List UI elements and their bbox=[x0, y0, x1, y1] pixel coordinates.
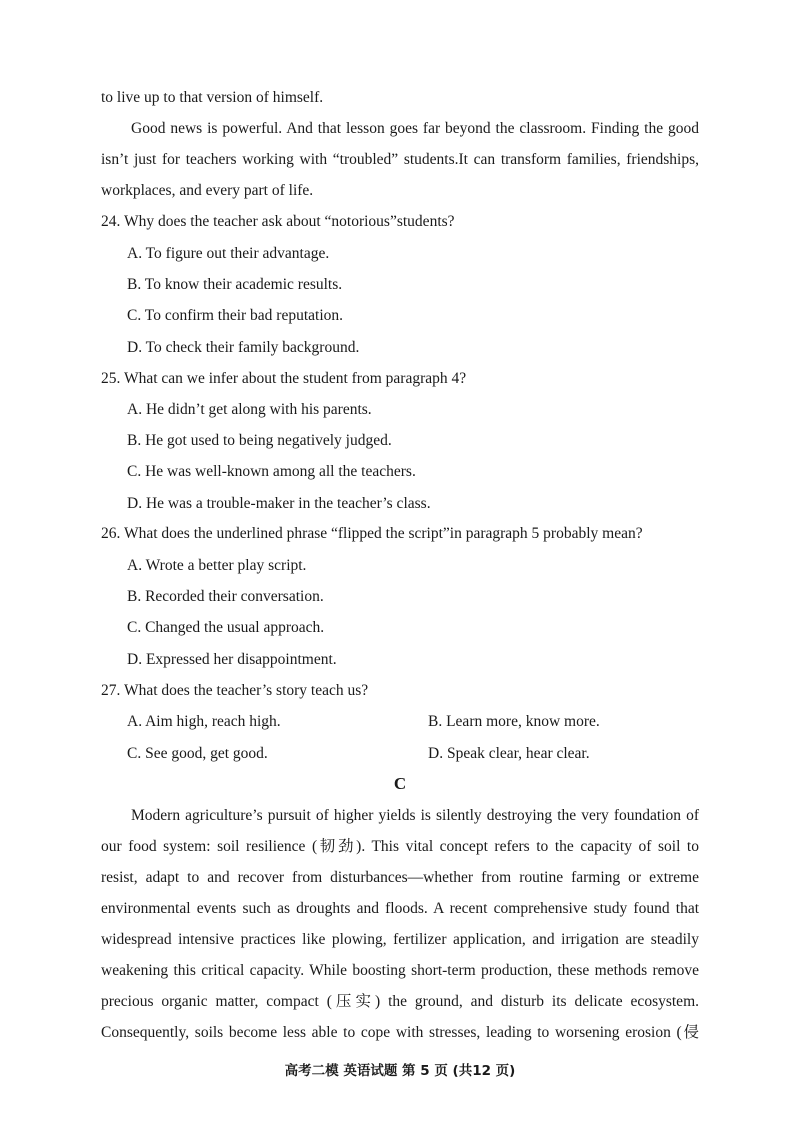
passage-text-line: isn’t just for teachers working with “troubled” students.It can transform families, friendships, bbox=[101, 151, 699, 168]
passage-text-line: precious organic matter, compact (压实) the ground, and disturb its delicate ecosystem. bbox=[101, 993, 699, 1010]
question-stem: 25. What can we infer about the student from paragraph 4? bbox=[101, 370, 467, 387]
question-stem: 26. What does the underlined phrase “flipped the script”in paragraph 5 probably mean? bbox=[101, 525, 643, 542]
passage-text-line: widespread intensive practices like plowing, fertilizer application, and irrigation are steadily bbox=[101, 931, 699, 948]
answer-option: C. He was well-known among all the teachers. bbox=[127, 463, 416, 480]
passage-text-line: Consequently, soils become less able to cope with stresses, leading to worsening erosion (侵 bbox=[101, 1024, 699, 1041]
passage-text-line: to live up to that version of himself. bbox=[101, 89, 324, 106]
answer-option: A. Wrote a better play script. bbox=[127, 557, 307, 574]
answer-option: D. Expressed her disappointment. bbox=[127, 651, 337, 668]
passage-text-line: environmental events such as droughts and floods. A recent comprehensive study found that bbox=[101, 900, 699, 917]
passage-text-line: Modern agriculture’s pursuit of higher yields is silently destroying the very foundation of bbox=[131, 807, 699, 824]
passage-text-line: Good news is powerful. And that lesson goes far beyond the classroom. Finding the good bbox=[131, 120, 699, 137]
passage-text-line: workplaces, and every part of life. bbox=[101, 182, 314, 199]
answer-option: C. Changed the usual approach. bbox=[127, 619, 325, 636]
answer-option: A. Aim high, reach high. bbox=[127, 713, 281, 730]
passage-heading: C bbox=[393, 774, 407, 793]
passage-text-line: resist, adapt to and recover from disturbances—whether from routine farming or extreme bbox=[101, 869, 699, 886]
answer-option: D. He was a trouble-maker in the teacher’s class. bbox=[127, 495, 431, 512]
answer-option: A. To figure out their advantage. bbox=[127, 245, 330, 262]
answer-option: C. To confirm their bad reputation. bbox=[127, 307, 344, 324]
passage-text-line: weakening this critical capacity. While boosting short-term production, these methods remove bbox=[101, 962, 699, 979]
answer-option: C. See good, get good. bbox=[127, 745, 268, 762]
answer-option: B. He got used to being negatively judged. bbox=[127, 432, 392, 449]
answer-option: B. To know their academic results. bbox=[127, 276, 343, 293]
answer-option: D. Speak clear, hear clear. bbox=[428, 745, 590, 762]
question-stem: 27. What does the teacher’s story teach us? bbox=[101, 682, 369, 699]
page-footer: 高考二模 英语试题 第 5 页 (共12 页) bbox=[284, 1063, 516, 1079]
answer-option: A. He didn’t get along with his parents. bbox=[127, 401, 372, 418]
answer-option: B. Recorded their conversation. bbox=[127, 588, 324, 605]
answer-option: D. To check their family background. bbox=[127, 339, 360, 356]
answer-option: B. Learn more, know more. bbox=[428, 713, 600, 730]
passage-text-line: our food system: soil resilience (韧劲). This vital concept refers to the capacity of soil to bbox=[101, 838, 699, 855]
question-stem: 24. Why does the teacher ask about “notorious”students? bbox=[101, 213, 455, 230]
